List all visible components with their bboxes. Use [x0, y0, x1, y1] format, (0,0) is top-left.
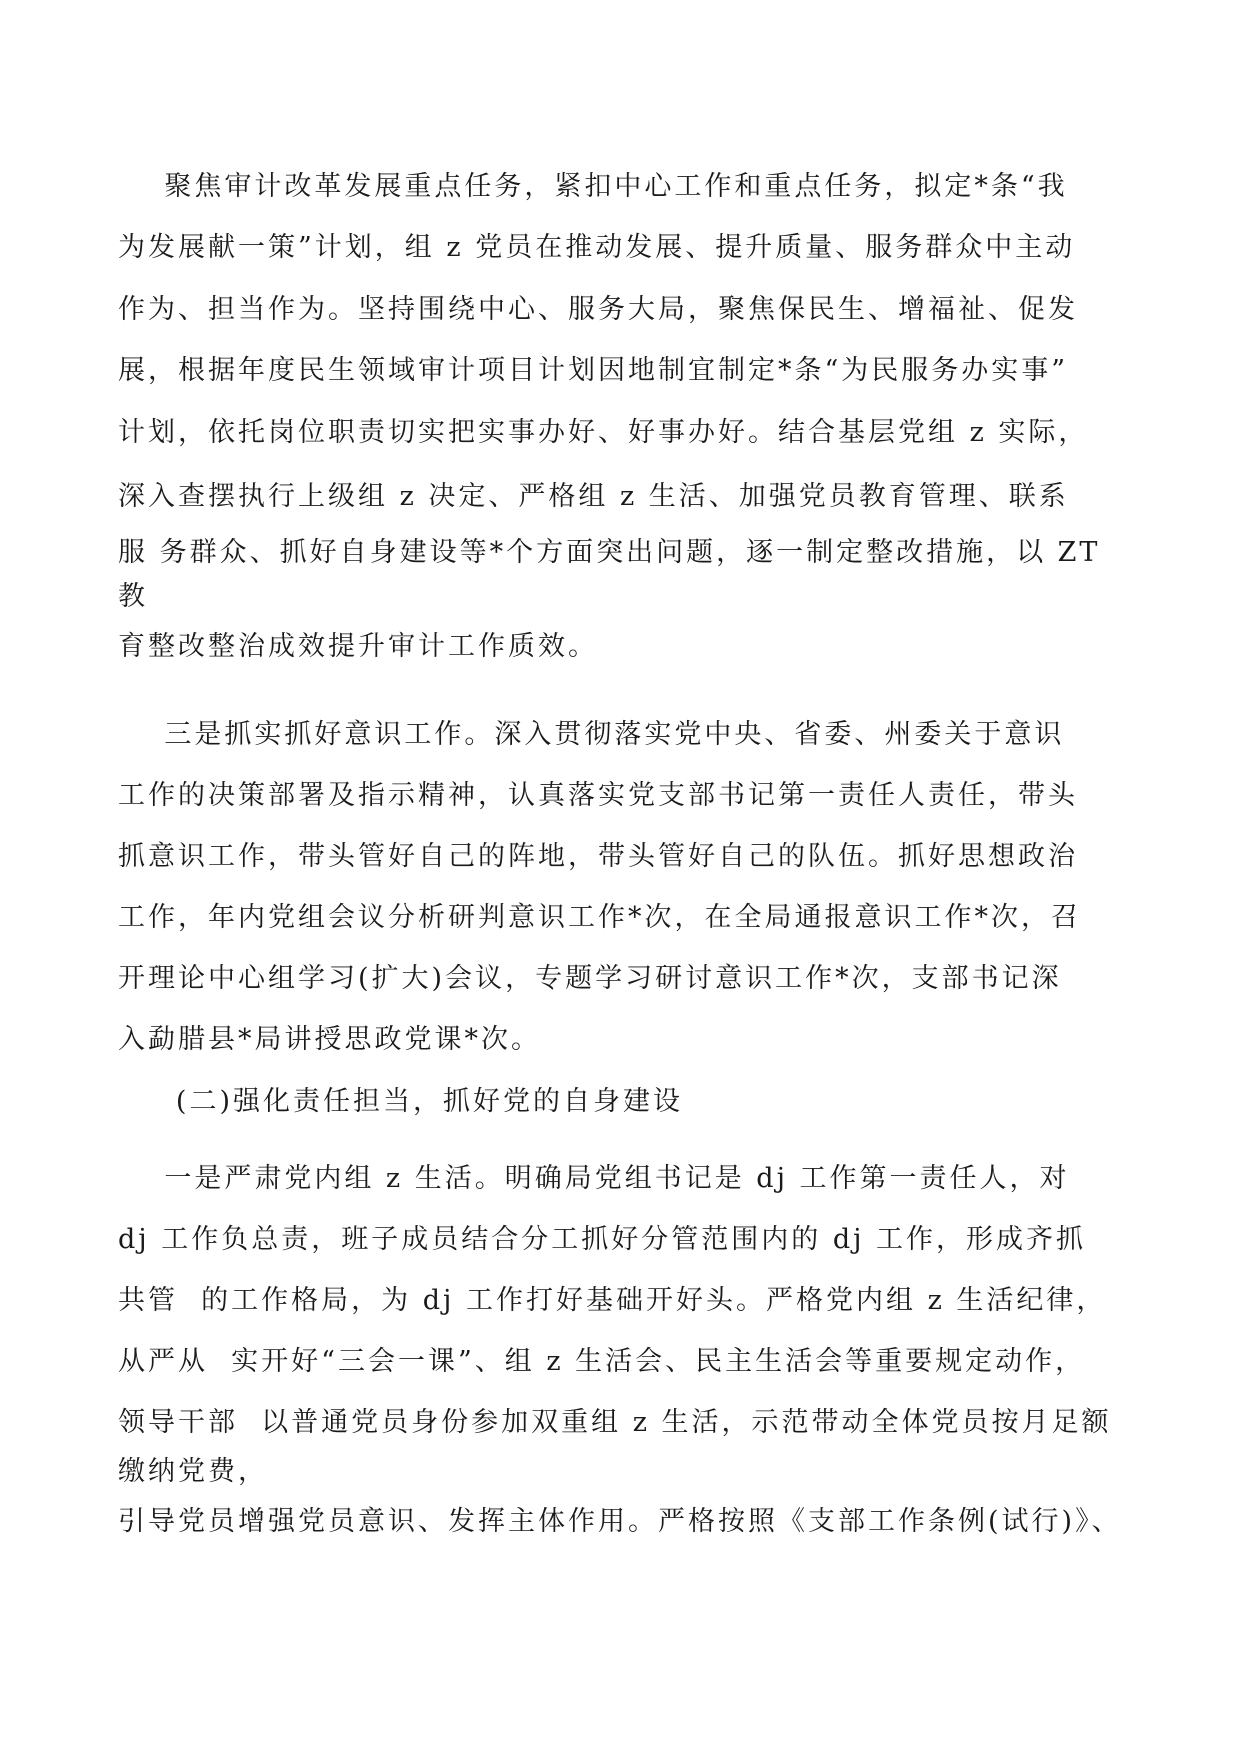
paragraph-3-line-4: 从严从 实开好“三会一课”、组 z 生活会、民主生活会等重要规定动作，	[118, 1346, 1086, 1377]
paragraph-1-line-9: 育整改整治成效提升审计工作质效。	[118, 631, 598, 662]
paragraph-3-line-5: 领导干部 以普通党员身份参加双重组 z 生活，示范带动全体党员按月足额	[118, 1407, 1112, 1438]
paragraph-2-line-3: 抓意识工作，带头管好自己的阵地，带头管好自己的队伍。抓好思想政治	[118, 841, 1078, 872]
paragraph-2-line-6: 入勐腊县*局讲授思政党课*次。	[118, 1024, 541, 1055]
paragraph-2-line-2: 工作的决策部署及指示精神，认真落实党支部书记第一责任人责任，带头	[118, 780, 1078, 811]
paragraph-1-line-3: 作为、担当作为。坚持围绕中心、服务大局，聚焦保民生、增福祉、促发	[118, 294, 1078, 325]
paragraph-1-line-7: 服 务群众、抓好自身建设等*个方面突出问题，逐一制定整改措施，以 ZT	[118, 537, 1101, 568]
paragraph-3-line-1: 一是严肃党内组 z 生活。明确局党组书记是 dj 工作第一责任人，对	[118, 1163, 1070, 1194]
paragraph-3-line-2: dj 工作负总责，班子成员结合分工抓好分管范围内的 dj 工作，形成齐抓	[118, 1224, 1087, 1255]
section-heading: (二)强化责任担当，抓好党的自身建设	[118, 1086, 683, 1117]
paragraph-1-line-2: 为发展献一策”计划，组 z 党员在推动发展、提升质量、服务群众中主动	[118, 232, 1076, 263]
paragraph-1-line-6: 深入查摆执行上级组 z 决定、严格组 z 生活、加强党员教育管理、联系	[118, 481, 1069, 512]
paragraph-3-line-7: 引导党员增强党员意识、发挥主体作用。严格按照《支部工作条例(试行)》、	[118, 1506, 1122, 1537]
paragraph-3-line-6: 缴纳党费，	[118, 1456, 268, 1487]
paragraph-2-line-1: 三是抓实抓好意识工作。深入贯彻落实党中央、省委、州委关于意识	[118, 719, 1065, 750]
paragraph-2-line-4: 工作，年内党组会议分析研判意识工作*次，在全局通报意识工作*次，召	[118, 902, 1081, 933]
paragraph-1-line-5: 计划，依托岗位职责切实把实事办好、好事办好。结合基层党组 z 实际，	[118, 417, 1089, 448]
paragraph-1-line-8: 教	[118, 581, 148, 612]
paragraph-2-line-5: 开理论中心组学习(扩大)会议，专题学习研讨意识工作*次，支部书记深	[118, 963, 1062, 994]
paragraph-1-line-1: 聚焦审计改革发展重点任务，紧扣中心工作和重点任务，拟定*条“我	[118, 171, 1068, 202]
paragraph-1-line-4: 展，根据年度民生领域审计项目计划因地制宜制定*条“为民服务办实事”	[118, 355, 1069, 386]
paragraph-3-line-3: 共管 的工作格局，为 dj 工作打好基础开好头。严格党内组 z 生活纪律，	[118, 1285, 1107, 1316]
